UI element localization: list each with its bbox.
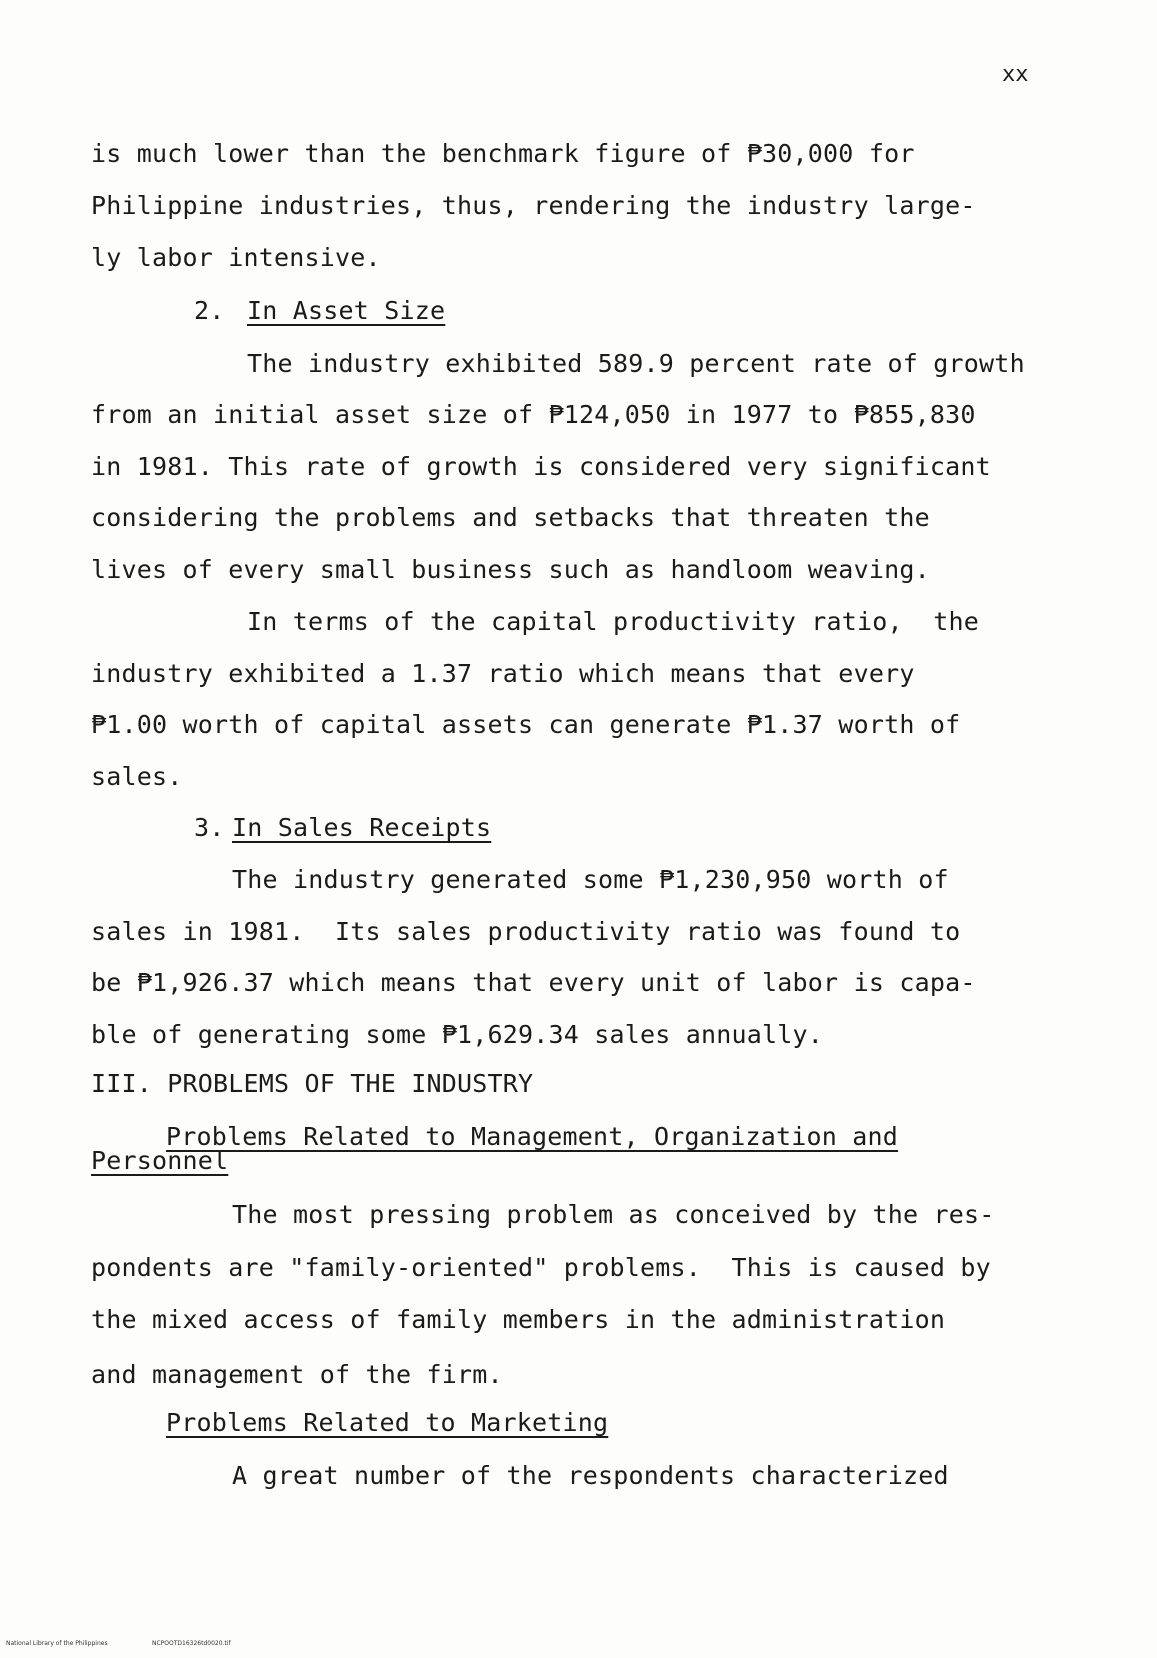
subheading-marketing: Problems Related to Marketing [166,1408,609,1437]
text-line: is much lower than the benchmark figure of ₱30,000 for [91,139,915,168]
text-line: considering the problems and setbacks that threaten the [91,503,930,532]
text-line: industry exhibited a 1.37 ratio which means that every [91,659,915,688]
section-heading: III. PROBLEMS OF THE INDUSTRY [91,1069,534,1098]
text-line: lives of every small business such as handloom weaving. [91,555,930,584]
text-line: ₱1.00 worth of capital assets can generate ₱1.37 worth of [91,710,961,739]
text-line: the mixed access of family members in the administration [91,1305,946,1334]
subheading-sales-receipts: In Sales Receipts [232,813,492,842]
text-line: The most pressing problem as conceived by the res- [232,1200,995,1229]
text-line: and management of the firm. [91,1360,503,1389]
text-line: A great number of the respondents characterized [232,1461,949,1490]
text-line: ble of generating some ₱1,629.34 sales annually. [91,1020,824,1049]
footer-library: National Library of the Philippines [6,1640,108,1647]
subheading-management: Problems Related to Management, Organization and [166,1122,899,1151]
subheading-management-cont: Personnel [91,1146,229,1175]
text-line: be ₱1,926.37 which means that every unit of labor is capa- [91,968,976,997]
text-line: ly labor intensive. [91,243,381,272]
text-line: in 1981. This rate of growth is considered very significant [91,452,991,481]
text-line: The industry exhibited 589.9 percent rate of growth [247,349,1025,378]
text-line: Philippine industries, thus, rendering the industry large- [91,191,976,220]
text-line: pondents are "family-oriented" problems. This is caused by [91,1253,991,1282]
text-line: sales. [91,762,183,791]
heading-number: 2. [194,296,225,325]
text-line: In terms of the capital productivity ratio, the [247,607,980,636]
text-line: The industry generated some ₱1,230,950 worth of [232,865,949,894]
footer-code: NCPOOTD16326td0020.tif [152,1640,231,1647]
text-line: sales in 1981. Its sales productivity ratio was found to [91,917,961,946]
subheading-asset-size: In Asset Size [247,296,446,325]
page-number: xx [1002,62,1029,87]
heading-number: 3. [194,813,225,842]
text-line: from an initial asset size of ₱124,050 in 1977 to ₱855,830 [91,400,976,429]
